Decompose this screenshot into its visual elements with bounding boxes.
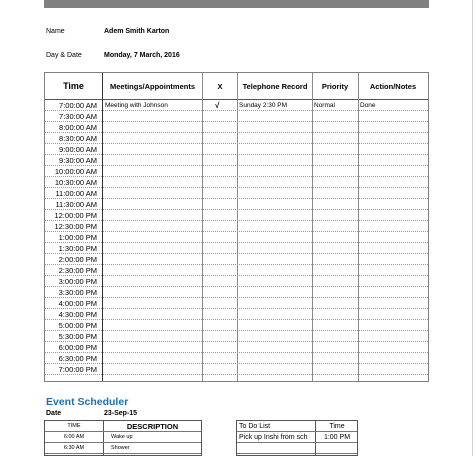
page-edge <box>472 0 473 456</box>
schedule-row <box>45 111 428 122</box>
row-time: 7:00:00 PM <box>58 365 97 374</box>
todo-header-item: To Do List <box>239 423 271 430</box>
header-priority: Priority <box>321 81 349 91</box>
row-time: 12:30:00 PM <box>54 222 97 231</box>
daily-schedule-table <box>44 72 429 382</box>
row-time: 6:30:00 PM <box>58 354 97 363</box>
row-time: 10:30:00 AM <box>54 178 97 187</box>
event-row <box>45 443 201 454</box>
row-time: 2:30:00 PM <box>58 266 97 275</box>
schedule-row <box>45 155 428 166</box>
event-table-header <box>45 421 201 432</box>
row-time: 10:00:00 AM <box>54 167 97 176</box>
row-time: 7:00:00 AM <box>59 101 97 110</box>
event-time: 6:00 AM <box>63 434 85 440</box>
event-description: Shower <box>111 445 130 451</box>
row-time: 11:30:00 AM <box>55 200 97 209</box>
schedule-row <box>45 144 428 155</box>
header-x: X <box>217 81 223 91</box>
row-time: 9:00:00 AM <box>59 145 97 154</box>
schedule-row <box>45 320 428 331</box>
schedule-row <box>45 287 428 298</box>
header-telephone: Telephone Record <box>242 81 308 91</box>
todo-row <box>237 432 357 443</box>
schedule-row <box>45 177 428 188</box>
header-time: Time <box>63 81 84 91</box>
schedule-row <box>45 265 428 276</box>
row-time: 3:00:00 PM <box>58 277 97 286</box>
todo-row-empty <box>237 443 357 454</box>
event-header-time: TIME <box>67 423 81 429</box>
date-label: Day & Date <box>46 52 82 59</box>
todo-header-time: Time <box>329 423 345 430</box>
row-time: 5:30:00 PM <box>58 332 97 341</box>
schedule-row <box>45 298 428 309</box>
header-meetings: Meetings/Appointments <box>109 81 195 91</box>
event-date-value: 23-Sep-15 <box>104 410 138 417</box>
schedule-row <box>45 210 428 221</box>
row-time: 2:00:00 PM <box>58 255 97 264</box>
schedule-row <box>45 232 428 243</box>
row-x: √ <box>215 101 220 110</box>
event-row <box>45 432 201 443</box>
todo-item: Pick up Inshi from sch <box>239 434 308 441</box>
row-time: 9:30:00 AM <box>59 156 97 165</box>
event-header-description: DESCRIPTION <box>126 422 179 431</box>
row-time: 4:00:00 PM <box>58 299 97 308</box>
schedule-row <box>45 221 428 232</box>
name-label: Name <box>46 28 65 35</box>
row-time: 1:00:00 PM <box>58 233 97 242</box>
row-time: 8:30:00 AM <box>59 134 97 143</box>
schedule-row <box>45 276 428 287</box>
todo-time: 1:00 PM <box>323 434 351 441</box>
event-table <box>44 420 202 456</box>
date-value: Monday, 7 March, 2016 <box>104 52 180 59</box>
row-time: 5:00:00 PM <box>58 321 97 330</box>
todo-table-header <box>237 421 357 432</box>
top-banner-bar <box>44 0 429 8</box>
schedule-row <box>45 342 428 353</box>
schedule-row <box>45 199 428 210</box>
schedule-row <box>45 100 428 111</box>
event-scheduler-title: Event Scheduler <box>46 396 129 408</box>
row-time: 8:00:00 AM <box>59 123 97 132</box>
schedule-row <box>45 254 428 265</box>
event-time: 6:30 AM <box>63 445 85 451</box>
row-notes: Done <box>360 102 376 109</box>
schedule-row <box>45 122 428 133</box>
row-time: 1:30:00 PM <box>58 244 97 253</box>
row-phone: Sunday 2:30 PM <box>239 102 288 109</box>
row-time: 11:00:00 AM <box>55 189 97 198</box>
schedule-row <box>45 309 428 320</box>
row-time: 7:30:00 AM <box>59 112 97 121</box>
schedule-row <box>45 243 428 254</box>
name-value: Adem Smith Karton <box>104 28 170 35</box>
row-time: 6:00:00 PM <box>58 343 97 352</box>
event-description: Wake up <box>111 434 133 440</box>
schedule-row <box>45 188 428 199</box>
row-meeting: Meeting with Johnson <box>105 102 168 109</box>
schedule-row <box>45 331 428 342</box>
row-time: 12:00:00 PM <box>54 211 97 220</box>
row-time: 4:30:00 PM <box>58 310 97 319</box>
todo-table <box>236 420 358 456</box>
schedule-row <box>45 353 428 364</box>
row-time: 3:30:00 PM <box>58 288 97 297</box>
header-action-notes: Action/Notes <box>369 81 417 91</box>
event-date-label: Date <box>46 410 62 417</box>
row-priority: Normal <box>314 102 335 109</box>
schedule-row <box>45 133 428 144</box>
schedule-row <box>45 364 428 375</box>
schedule-row <box>45 166 428 177</box>
